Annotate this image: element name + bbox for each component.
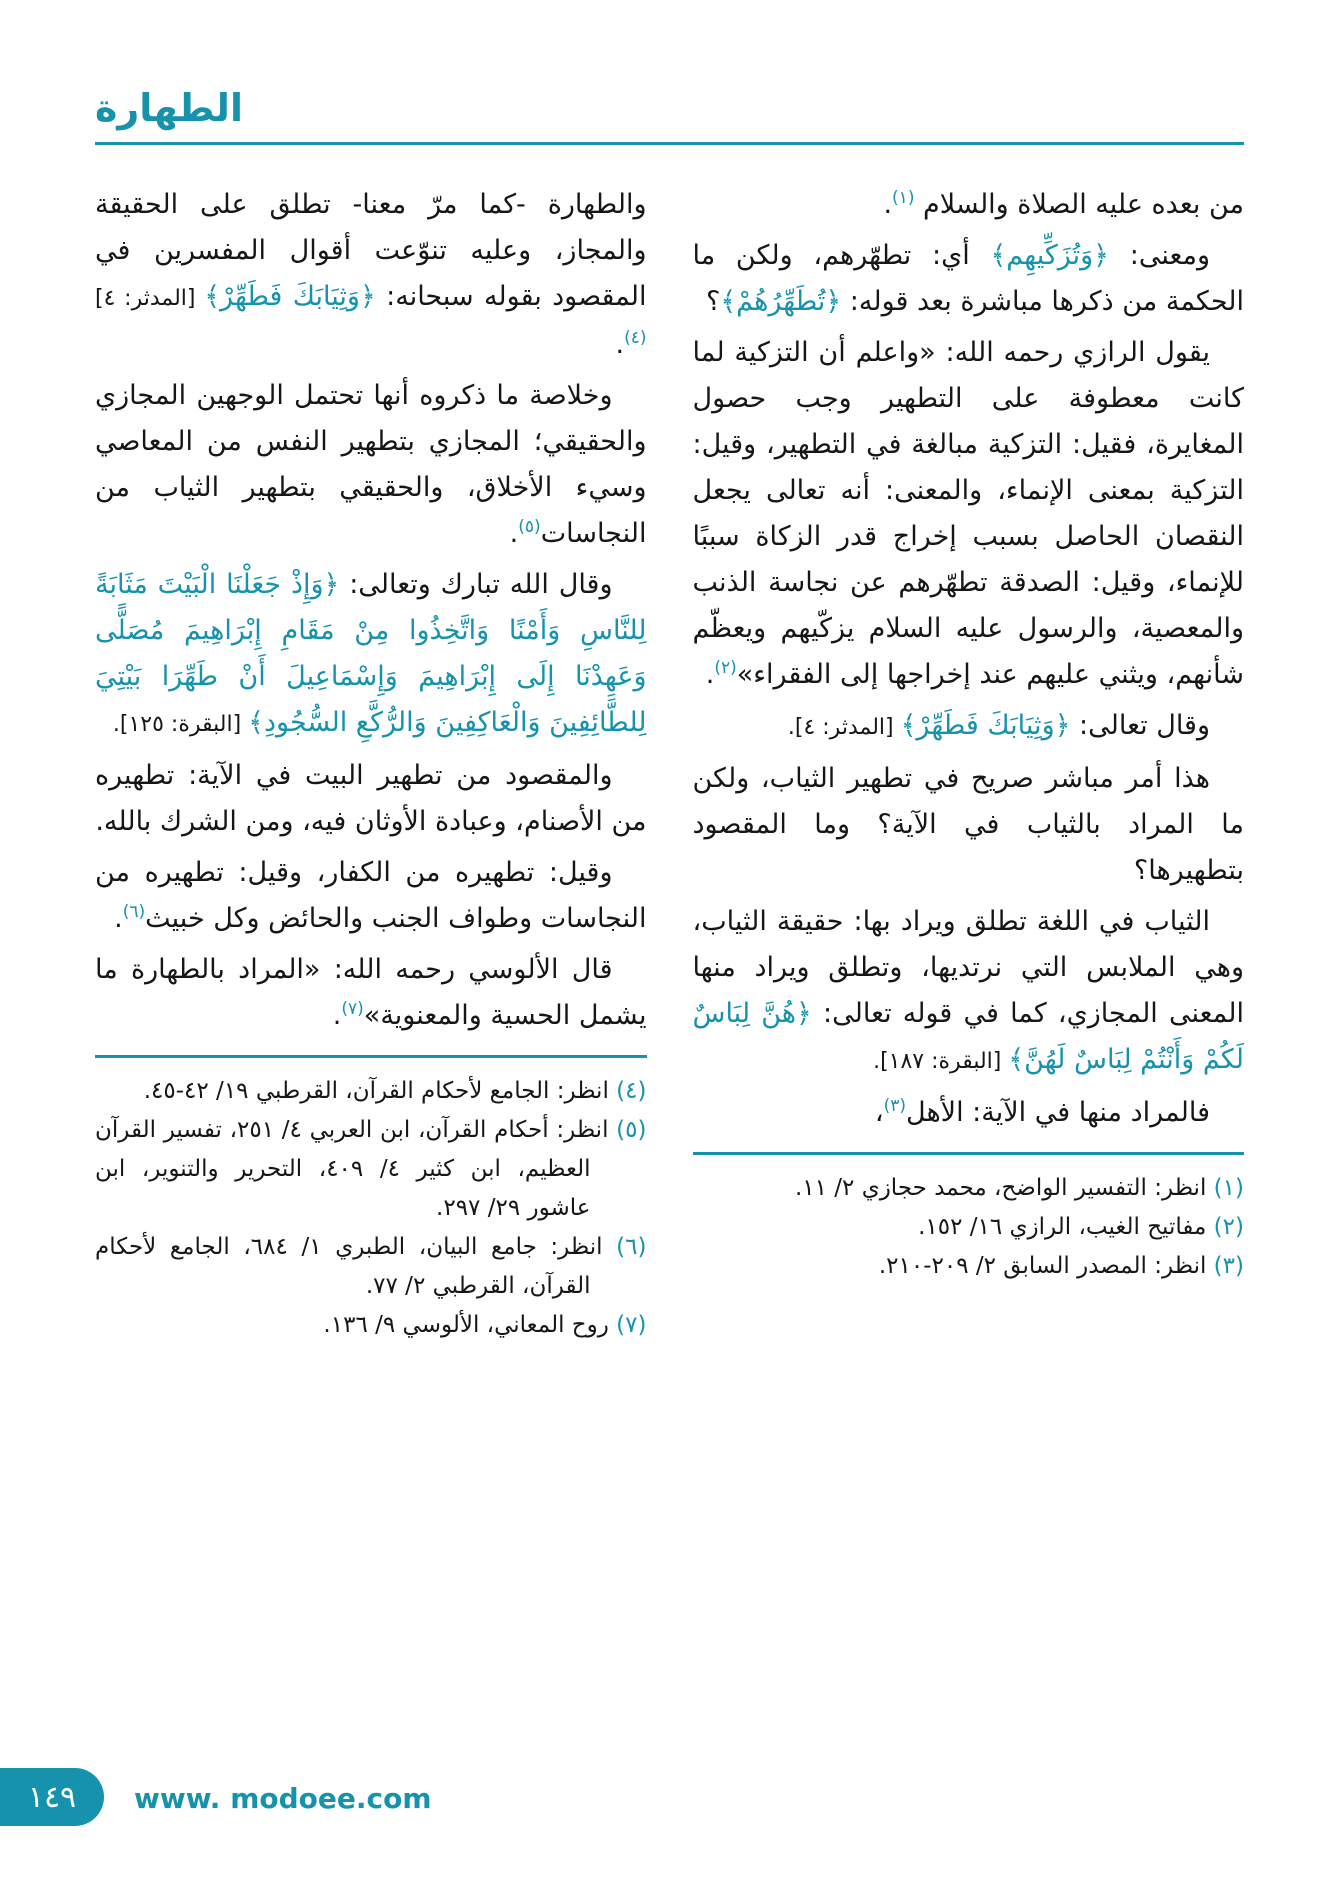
footnote-separator-right — [693, 1152, 1245, 1155]
quran-verse: ﴿هُنَّ لِبَاسٌ لَكُمْ وَأَنْتُمْ لِبَاسٌ لَهُنَّ﴾ — [692, 998, 1244, 1075]
body-text: وخلاصة ما ذكروه أنها تحتمل الوجهين المجازي والحقيقي؛ المجازي بتطهير النفس من المعاصي وسيء الأخلاق، والحقيقي بتطهير الثياب من النجاسات — [95, 380, 647, 549]
footnote-text: انظر: المصدر السابق ٢/ ٢٠٩-٢١٠. — [878, 1253, 1207, 1279]
quran-verse: ﴿وَثِيَابَكَ فَطَهِّرْ﴾ — [900, 710, 1071, 741]
footnote — [693, 1247, 1245, 1286]
paragraph — [95, 850, 647, 942]
footnote — [95, 1228, 647, 1306]
page-number: ١٤٩ — [27, 1779, 77, 1815]
footnote-text: انظر: جامع البيان، الطبري ١/ ٦٨٤، الجامع لأحكام القرآن، القرطبي ٢/ ٧٧. — [95, 1234, 603, 1299]
quran-verse: ﴿تُطَهِّرُهُمْ﴾ — [720, 286, 842, 317]
body-text: والطهارة -كما مرّ معنا- تطلق على الحقيقة والمجاز، وعليه تنوّعت أقوال المفسرين في المقصود بقوله سبحانه: — [95, 189, 647, 312]
footnote-separator-left — [95, 1055, 647, 1058]
footnote-text: انظر: أحكام القرآن، ابن العربي ٤/ ٢٥١، تفسير القرآن العظيم، ابن كثير ٤/ ٤٠٩، التحرير والتنوير، ابن عاشور ٢٩/ ٢٩٧. — [95, 1117, 609, 1221]
body-text: والمقصود من تطهير البيت في الآية: تطهيره من الأصنام، وعبادة الأوثان فيه، ومن الشرك بالله. — [95, 760, 647, 837]
quran-verse: ﴿وَثِيَابَكَ فَطَهِّرْ﴾ — [204, 281, 376, 312]
body-text-right — [693, 182, 1245, 1136]
footnote — [693, 1208, 1245, 1247]
verse-citation: [البقرة: ١٢٥]. — [112, 712, 249, 737]
footnote-text: انظر: الجامع لأحكام القرآن، القرطبي ١٩/ ٤٢-٤٥. — [143, 1078, 609, 1104]
body-text: ومعنى: — [1109, 240, 1210, 271]
body-text: من بعده عليه الصلاة والسلام — [914, 189, 1244, 220]
footnotes-left — [95, 1072, 647, 1345]
footnote-text: مفاتيح الغيب، الرازي ١٦/ ١٥٢. — [918, 1214, 1207, 1240]
footnote-number: (٤) — [608, 1078, 647, 1104]
body-text: الثياب في اللغة تطلق ويراد بها: حقيقة الثياب، وهي الملابس التي نرتديها، وتطلق ويراد منها المعنى المجازي، كما في قوله تعالى: — [692, 906, 1244, 1029]
body-text: أي: تطهّرهم، ولكن ما الحكمة من ذكرها مباشرة بعد قوله: — [692, 240, 1244, 317]
body-text: قال الألوسي رحمه الله: «المراد بالطهارة ما يشمل الحسية والمعنوية» — [95, 954, 647, 1031]
body-text: . — [509, 518, 519, 549]
footnote — [95, 1111, 647, 1228]
body-text: . — [332, 1000, 342, 1031]
footnote-ref: (٣) — [883, 1096, 906, 1116]
footnote-number: (٧) — [608, 1312, 647, 1338]
paragraph — [95, 753, 647, 845]
footnote-number: (٣) — [1206, 1253, 1244, 1279]
body-text: . — [114, 903, 123, 934]
paragraph — [693, 1090, 1245, 1136]
paragraph — [693, 233, 1245, 325]
footnote-number: (٦) — [602, 1234, 647, 1260]
footnote — [95, 1306, 647, 1345]
website-link[interactable]: www. modoee.com — [134, 1782, 432, 1815]
column-left — [95, 182, 647, 1345]
footnote-ref: (٧) — [341, 999, 364, 1019]
paragraph — [95, 562, 647, 748]
footnote-text: روح المعاني، الألوسي ٩/ ١٣٦. — [323, 1312, 609, 1338]
body-text: فالمراد منها في الآية: الأهل — [906, 1097, 1210, 1128]
column-right — [693, 182, 1245, 1286]
body-text: وقيل: تطهيره من الكفار، وقيل: تطهيره من النجاسات وطواف الجنب والحائض وكل خبيث — [95, 857, 647, 934]
footnote — [95, 1072, 647, 1111]
body-text: وقال الله تبارك وتعالى: — [339, 569, 613, 600]
footnote-number: (٥) — [608, 1117, 647, 1143]
header-rule — [95, 142, 1244, 145]
body-text: . — [705, 659, 715, 690]
body-text: . — [615, 329, 625, 360]
page-number-badge — [0, 1768, 104, 1826]
verse-citation: [البقرة: ١٨٧]. — [873, 1049, 1009, 1074]
content-columns — [95, 182, 1244, 1345]
quran-verse: ﴿وَإِذْ جَعَلْنَا الْبَيْتَ مَثَابَةً لِلنَّاسِ وَأَمْنًا وَاتَّخِذُوا مِنْ مَقَامِ إِبْرَاهِيمَ مُصَلًّى وَعَهِدْنَا إِلَى إِبْرَاهِيمَ وَإِسْمَاعِيلَ أَنْ طَهِّرَا بَيْتِيَ لِلطَّائِفِينَ وَالْعَاكِفِينَ وَالرُّكَّعِ السُّجُودِ﴾ — [95, 569, 647, 738]
footnote-number: (٢) — [1206, 1214, 1244, 1240]
footnote-text: انظر: التفسير الواضح، محمد حجازي ٢/ ١١. — [794, 1175, 1207, 1201]
footnotes-right — [693, 1169, 1245, 1286]
verse-citation: [المدثر: ٤]. — [787, 715, 901, 740]
footnote-ref: (٥) — [518, 517, 541, 537]
footnote-ref: (٤) — [624, 328, 647, 348]
body-text: يقول الرازي رحمه الله: «واعلم أن التزكية لما كانت معطوفة على التطهير وجب حصول المغايرة، فقيل: التزكية مبالغة في التطهير، وقيل: التزكية بمعنى الإنماء، والمعنى: أنه تعالى يجعل النقصان الحاصل بسبب إخراج قدر الزكاة سببًا للإنماء، وقيل: الصدقة تطهّرهم عن نجاسة الذنب والمعصية، والرسول عليه السلام يزكّيهم ويعظّم شأنهم، ويثني عليهم عند إخراجها إلى الفقراء» — [692, 337, 1244, 690]
quran-verse: ﴿وَتُزَكِّيهِم﴾ — [990, 240, 1109, 271]
footnote-ref: (١) — [892, 188, 915, 208]
body-text: ، — [874, 1097, 884, 1128]
chapter-header-title: الطهارة — [95, 86, 243, 130]
verse-citation: [المدثر: ٤] — [95, 286, 205, 311]
paragraph — [95, 182, 647, 368]
paragraph — [693, 182, 1245, 228]
paragraph — [693, 756, 1245, 894]
footnote — [693, 1169, 1245, 1208]
paragraph — [693, 899, 1245, 1085]
paragraph — [693, 703, 1245, 751]
body-text: . — [883, 189, 893, 220]
footnote-ref: (٦) — [122, 902, 146, 922]
body-text: وقال تعالى: — [1070, 710, 1210, 741]
paragraph — [693, 330, 1245, 698]
footnote-number: (١) — [1206, 1175, 1244, 1201]
paragraph — [95, 373, 647, 557]
body-text: هذا أمر مباشر صريح في تطهير الثياب، ولكن ما المراد بالثياب في الآية؟ وما المقصود بتطهيرها؟ — [692, 763, 1244, 886]
footnote-ref: (٢) — [714, 658, 737, 678]
paragraph — [95, 947, 647, 1039]
body-text: ؟ — [706, 286, 721, 317]
body-text-left — [95, 182, 647, 1039]
